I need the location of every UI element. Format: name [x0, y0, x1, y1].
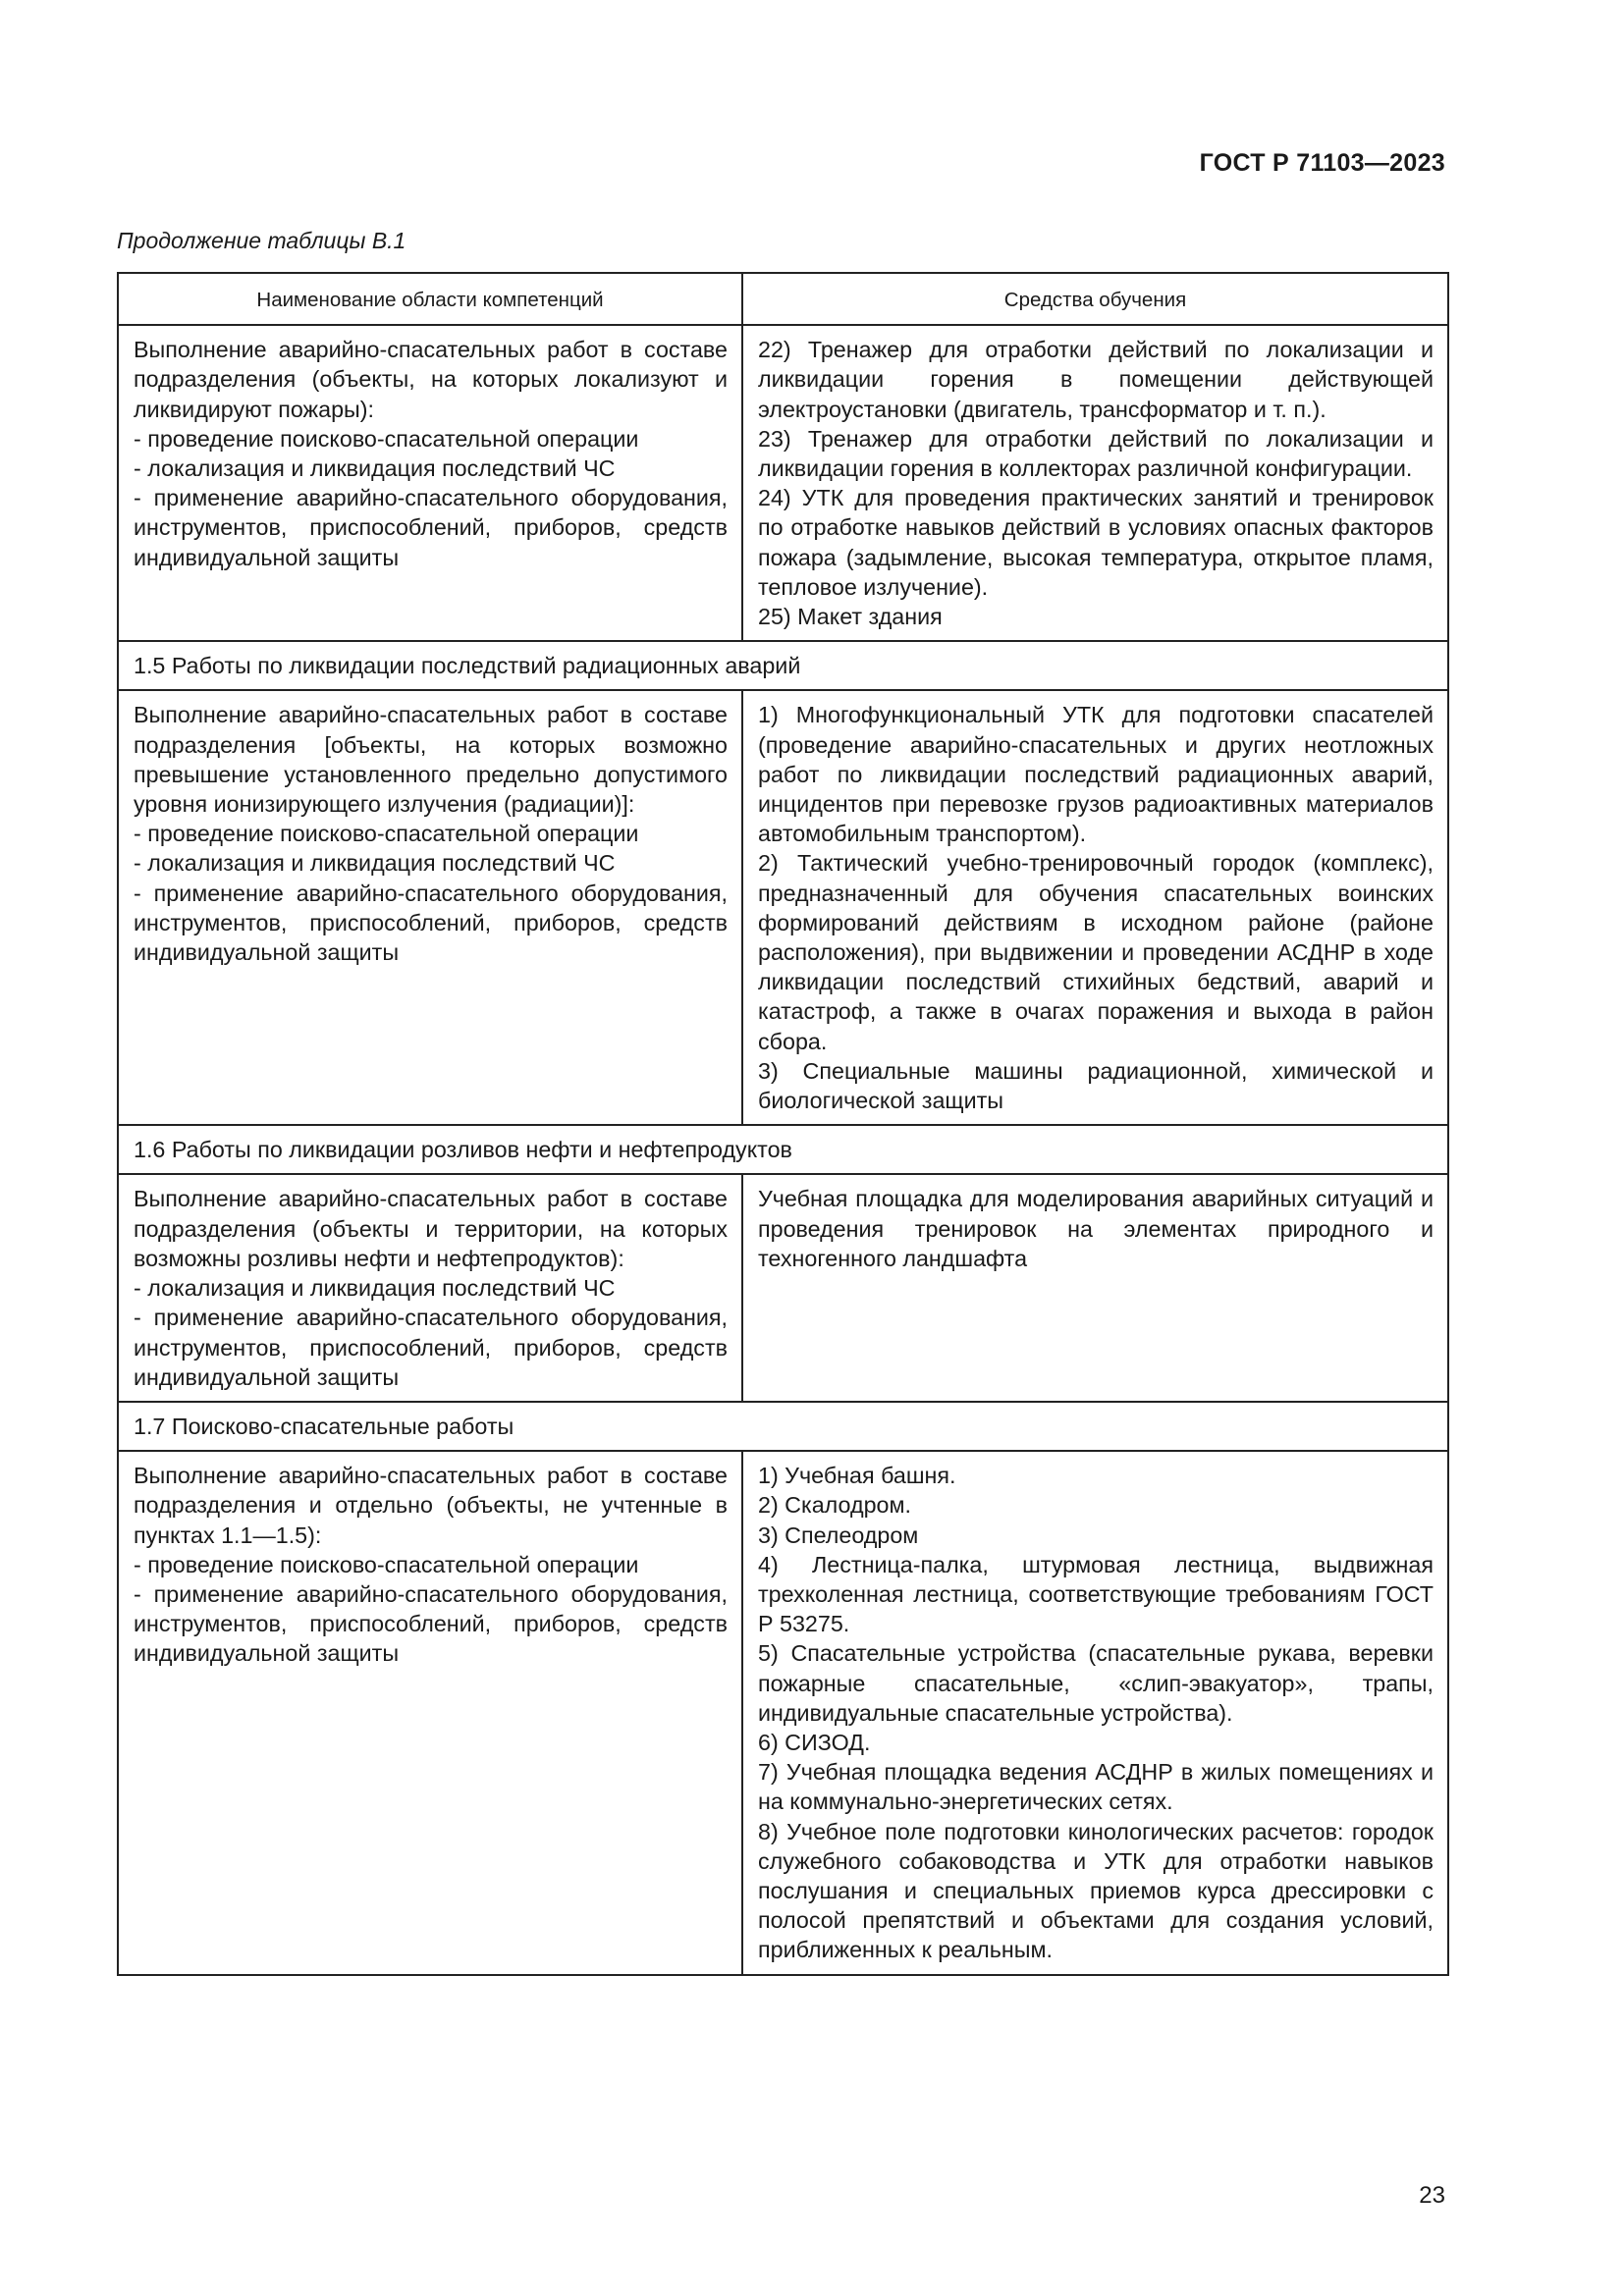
training-means-item: 8) Учебное поле подготовки кинологических расчетов: городок служебного собаководства и УТК для отработки навыков послушания и специальных приемов курса дрессировки с полосой препятствий и объектами для создания условий, приближенных к реальным.: [758, 1818, 1434, 1963]
competency-line: Выполнение аварийно-спасательных работ в составе подразделения и отдельно (объекты, не учтенные в пунктах 1.1—1.5):: [134, 1463, 728, 1548]
training-means-item: 4) Лестница-палка, штурмовая лестница, выдвижная трехколенная лестница, соответствующие требованиям ГОСТ Р 53275.: [758, 1551, 1434, 1637]
competency-line: - применение аварийно-спасательного оборудования, инструментов, приспособлений, приборов, средств индивидуальной защиты: [134, 1580, 728, 1667]
table-row: [118, 1451, 1448, 1974]
table-row: [118, 1174, 1448, 1401]
page-number: 23: [1419, 2182, 1445, 2209]
training-means-item: 3) Специальные машины радиационной, химической и биологической защиты: [758, 1057, 1434, 1114]
competency-line: - проведение поисково-спасательной операции: [134, 1551, 639, 1577]
training-means-cell: [742, 1174, 1448, 1401]
competency-line: - локализация и ликвидация последствий ЧС: [134, 455, 616, 482]
training-means-item: 3) Спелеодром: [758, 1522, 919, 1548]
competency-table: [117, 272, 1449, 1976]
training-means-cell: [742, 690, 1448, 1125]
competency-line: Выполнение аварийно-спасательных работ в составе подразделения (объекты и территории, на которых возможны розливы нефти и нефтепродуктов):: [134, 1186, 728, 1271]
section-title: 1.5 Работы по ликвидации последствий радиационных аварий: [118, 641, 1448, 690]
competency-line: - локализация и ликвидация последствий ЧС: [134, 850, 616, 877]
table-row: [118, 325, 1448, 641]
competency-line: Выполнение аварийно-спасательных работ в составе подразделения [объекты, на которых возможно превышение установленного предельно допустимого уровня ионизирующего излучения (радиации)]:: [134, 702, 728, 818]
competency-cell: [118, 690, 742, 1125]
training-means-item: 24) УТК для проведения практических занятий и тренировок по отработке навыков действий в условиях опасных факторов пожара (задымление, высокая температура, открытое пламя, тепловое излучение).: [758, 485, 1434, 600]
training-means-item: 6) СИЗОД.: [758, 1729, 871, 1755]
competency-line: - применение аварийно-спасательного оборудования, инструментов, приспособлений, приборов, средств индивидуальной защиты: [134, 880, 728, 966]
competency-cell: [118, 1174, 742, 1401]
training-means-cell: [742, 325, 1448, 641]
table-header-row: [118, 273, 1448, 325]
competency-cell: [118, 325, 742, 641]
competency-line: - применение аварийно-спасательного оборудования, инструментов, приспособлений, приборов, средств индивидуальной защиты: [134, 1305, 728, 1390]
standard-code: ГОСТ Р 71103—2023: [1199, 149, 1445, 177]
competency-line: - проведение поисково-спасательной операции: [134, 821, 639, 847]
table-caption: Продолжение таблицы В.1: [117, 228, 406, 253]
competency-line: - локализация и ликвидация последствий ЧС: [134, 1275, 616, 1302]
competency-line: - применение аварийно-спасательного оборудования, инструментов, приспособлений, приборов, средств индивидуальной защиты: [134, 485, 728, 570]
section-title: 1.7 Поисково-спасательные работы: [118, 1402, 1448, 1451]
section-title: 1.6 Работы по ликвидации розливов нефти и нефтепродуктов: [118, 1125, 1448, 1174]
competency-cell: [118, 1451, 742, 1974]
competency-line: Выполнение аварийно-спасательных работ в составе подразделения (объекты, на которых локализуют и ликвидируют пожары):: [134, 337, 728, 422]
training-means-item: 23) Тренажер для отработки действий по локализации и ликвидации горения в коллекторах различной конфигурации.: [758, 425, 1434, 482]
training-means-item: 1) Многофункциональный УТК для подготовки спасателей (проведение аварийно-спасательных и других неотложных работ по ликвидации последствий радиационных аварий, инцидентов при перевозке грузов радиоактивных материалов автомобильным транспортом).: [758, 702, 1434, 847]
training-means-item: 2) Скалодром.: [758, 1492, 911, 1519]
training-means-item: 22) Тренажер для отработки действий по локализации и ликвидации горения в помещении действующей электроустановки (двигатель, трансформатор и т. п.).: [758, 337, 1434, 422]
training-means-item: 5) Спасательные устройства (спасательные рукава, веревки пожарные спасательные, «слип-эвакуатор», трапы, индивидуальные спасательные устройства).: [758, 1640, 1434, 1726]
section-row: [118, 1402, 1448, 1451]
section-row: [118, 1125, 1448, 1174]
training-means-cell: [742, 1451, 1448, 1974]
section-row: [118, 641, 1448, 690]
competency-line: - проведение поисково-спасательной операции: [134, 425, 639, 452]
training-means-item: 7) Учебная площадка ведения АСДНР в жилых помещениях и на коммунально-энергетических сетях.: [758, 1759, 1434, 1815]
training-means-item: Учебная площадка для моделирования аварийных ситуаций и проведения тренировок на элементах природного и техногенного ландшафта: [758, 1186, 1434, 1271]
table-row: [118, 690, 1448, 1125]
training-means-item: 1) Учебная башня.: [758, 1463, 956, 1489]
column-header-training-means: Средства обучения: [742, 273, 1448, 325]
training-means-item: 2) Тактический учебно-тренировочный городок (комплекс), предназначенный для обучения спасательных воинских формирований действиям в исходном районе (районе расположения), при выдвижении и проведении АСДНР в ходе ликвидации последствий стихийных бедствий, аварий и катастроф, а также в очагах поражения и выхода в район сбора.: [758, 850, 1434, 1054]
column-header-competency: Наименование области компетенций: [118, 273, 742, 325]
training-means-item: 25) Макет здания: [758, 604, 943, 630]
